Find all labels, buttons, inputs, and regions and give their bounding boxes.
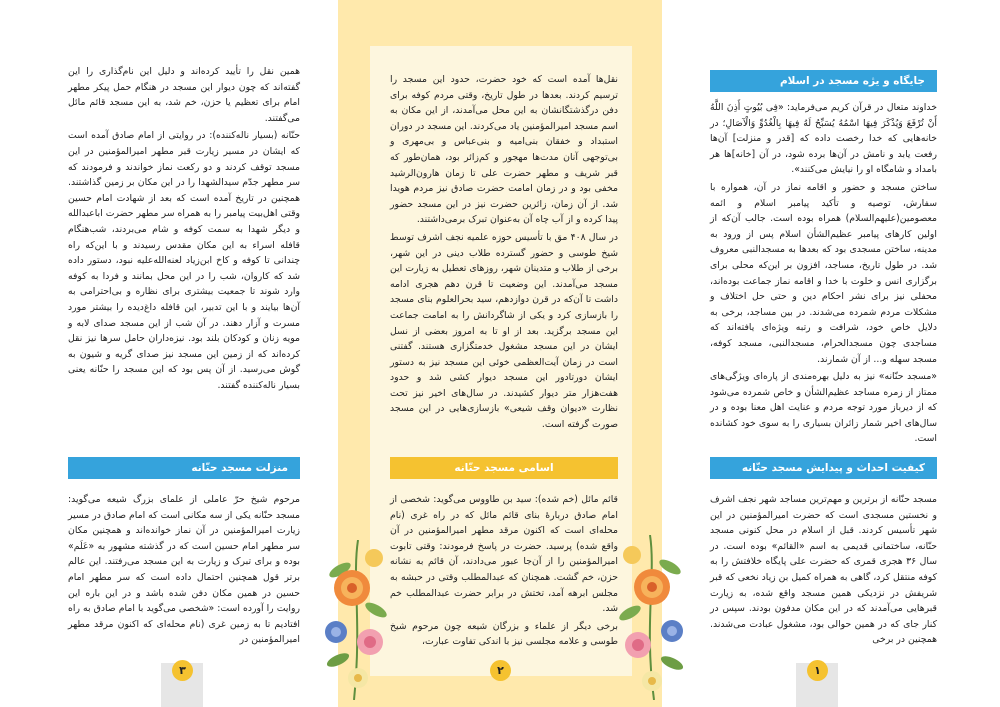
page-number: ۲ <box>490 660 511 681</box>
paragraph: ساختن مسجد و حضور و اقامه نماز در آن، همواره با سفارش، توصیه و تأکید پیامبر اسلام و ائمه معصومین(علیهم‌السلام) همراه بوده است. جالب آن‌که از اولین کارهای پیامبر عظیم‌الشأن اسلام پس از ورود به مدینه، ساختن مسجدی بود که بعدها به مسجدالنبی معروف شد. در طول تاریخ، مساجد، افزون بر این‌که محلی برای برگزاری انس و خلوت با خدا و اقامه نماز جماعت بوده‌اند، محفلی نیز برای نشر احکام دین و حتی حل اختلاف و مشکلات مردم شمرده می‌شدند. در بین مساجد، برخی به دلایل خاص خود، شرافت و رتبه ویژه‌ای یافته‌اند که مساجدی چون مسجدالحرام، مسجدالنبی، مسجد کوفه، مسجد سهله و... از آن شمارند. <box>710 181 937 365</box>
page1-text-block-2 <box>710 492 937 650</box>
paragraph: مسجد حنّانه از برترین و مهم‌ترین مساجد شهر نجف اشرف و نخستین مسجدی است که حضرت امیرالمؤمنین در این شهر تأسیس کردند. قبل از اسلام در محل کنونی مسجد حنّانه، ساختمانی قدیمی به اسم «القائم» بوده است. در سال ۳۶ هجری قمری که حضرت علی پایگاه خلافتش را به کوفه منتقل کرد، گاهی به همراه کمیل بن زیاد نخعی که قبر شریفش در نزدیکی همین مسجد واقع شده، به زیارت قبرهایی می‌آمدند که در این مکان مدفون بودند. سپس در کنار جای که در همین حوالی بود، مشغول عبادت می‌شدند. همچنین در برخی <box>710 494 937 646</box>
page3-text-block-2 <box>68 492 300 650</box>
paragraph: مرحوم شیخ حرّ عاملی از علمای بزرگ شیعه می‌گوید: مسجد حنّانه یکی از سه مکانی است که امام صادق در مسیر زیارت امیرالمؤمنین در آن نماز خوانده‌اند و همچنین مکان سر مطهر امام حسین است که در گذشته مشهور به «عَلَم» بوده و برای تبرک و زیارت به این مسجد می‌رفتند. این عالم برتر قول همچنین احتمال داده است که سر مطهر امام حسین در همین مکان دفن شده باشد و در این باره این روایت را آورده است: «شخصی می‌گوید با امام صادق به راه افتادیم تا به زمین غری (نام محله‌ای که اکنون مرقد مطهر امیرالمؤمنین در <box>68 494 300 646</box>
paragraph: نقل‌ها آمده است که خود حضرت، حدود این مسجد را ترسیم کردند. بعدها در طول تاریخ، وقتی مردم کوفه برای دفن درگذشتگانشان به این محل می‌آمدند، از این مکان به اسم مسجد امیرالمؤمنین یاد می‌کردند. این مسجد در دوران استبداد و خفقان بنی‌امیه و بنی‌عباس و بی‌مهری و بی‌توجهی آنان مدت‌ها مهجور و کم‌زائر بود، همان‌طور که قبر شریف و مطهر حضرت علی تا زمان هارون‌الرشید مخفی بود و در زمان امامت حضرت صادق نیز مردم هویدا شد. از آن زمان، زائرین حضرت نیز در این مسجد حضور پیدا کرده و از آب چاه آن به‌عنوان تبرک برمی‌داشتند. <box>390 74 618 226</box>
page2-text-block-2 <box>390 492 618 652</box>
page1-text-block-1 <box>710 100 937 449</box>
page-number: ۱ <box>807 660 828 681</box>
flower-decoration-right <box>612 535 690 700</box>
section-header-status: منزلت مسجد حنّانه <box>68 457 300 479</box>
paragraph: حنّانه (بسیار ناله‌کننده): در روایتی از امام صادق آمده است که ایشان در مسیر زیارت قبر مطهر امیرالمؤمنین در این مسجد توقف کردند و دو رکعت نماز خواندند و فرمودند که سر مطهر جدّم سیدالشهدا را در این مکان بر زمین گذاشتند. همچنین در تاریخ آمده است که بعد از شهادت امام حسین وقتی اهل‌بیت پیامبر را به همراه سر مطهر حضرت اباعبدالله و دیگر شهدا به سمت کوفه و شام می‌بردند، شب‌هنگام قافله اسراء به این مکان مقدس رسیدند و با این‌که راه چندانی تا کوفه و کاخ ابن‌زیاد لعنه‌الله‌علیه نبود، دستور داده شد که کاروان، شب را در این محل بمانند و فردا به کوفه وارد شوند تا جمعیت بیشتری برای نظاره و بی‌احترامی به آن‌ها بیایند و با این تدبیر، این قافله داغ‌دیده را بیشتر مورد مسرت و آزار دهند. در آن شب از این مسجد صدای لابه و مویه زنان و کودکان بلند بود. نیزه‌داران حامل سرها نیز نقل کرده‌اند که از زمین این مسجد نیز صدای گریه و شیون به گوش می‌رسید. از آن پس بود که این مسجد را حنّانه یعنی بسیار ناله‌کننده گفتند. <box>68 130 300 391</box>
paragraph: همین نقل را تأیید کرده‌اند و دلیل این نام‌گذاری را این گفته‌اند که چون دیوار این مسجد در هنگام حمل پیکر مطهر امام برای تعظیم یا حزن، خم شد، به این مسجد قائم مائل می‌گفتند. <box>68 66 300 124</box>
paragraph: در سال ۴۰۸ مق با تأسیس حوزه علمیه نجف اشرف توسط شیخ طوسی و حضور گسترده طلاب دینی در این شهر، برخی از طلاب و متدینان شهر، روزهای تعطیل به زیارت این مسجد می‌آمدند. این وضعیت تا قرن دهم هجری ادامه داشت تا آن‌که در قرن دوازدهم، سید بحرالعلوم بنای مسجد را بازسازی کرد و یکی از شاگردانش را به امامت جماعت این مسجد برگزید. بعد از او تا به امروز بعضی از نسل ایشان در این مسجد مشغول خدمتگزاری هستند. گفتنی است در زمان آیت‌العظمی خوئی این مسجد نیز به دستور ایشان دورتادور این مسجد دیوار کشی شد و حدود هفت‌هزار متر دیوار کشیدند. در سال‌های اخیر نیز تحت نظارت «دیوان وقف شیعی» بازسازی‌هایی در این مسجد صورت گرفته است. <box>390 231 618 431</box>
section-header-names: اسامی مسجد حنّانه <box>390 457 618 479</box>
page2-text-block-1 <box>390 72 618 435</box>
paragraph: قائم مائل (خم شده): سید بن طاووس می‌گوید: شخصی از امام صادق دربارهٔ بنای قائم مائل که در راه غری (نام محله‌ای است که اکنون مرقد مطهر امیرالمؤمنین در آن واقع شده) پرسید. حضرت در پاسخ فرمودند: وقتی تابوت امیرالمؤمنین را از آن‌جا عبور می‌دادند، آن قائم به نشانه حزن، خم گشت. همچنان که عبدالمطلب وقتی در حبشه به مجلس ابرهه آمد، تختش در برابر حضرت عبدالمطلب خم شد. <box>390 494 618 615</box>
flower-decoration-left <box>318 540 396 700</box>
page-one <box>667 0 1000 707</box>
paragraph: برخی دیگر از علماء و بزرگان شیعه چون مرحوم شیخ طوسی و علامه مجلسی نیز با اندکی تفاوت عبارت، <box>390 620 618 648</box>
paragraph: خداوند متعال در قرآن کریم می‌فرماید: «فِی بُیُوتٍ أَذِنَ اللَّهُ أَنْ تُرْفَعَ وَیُذْکَرَ فِیهَا اسْمُهُ یُسَبِّحُ لَهُ فِیهَا بِالْغُدُوِّ وَالْآصَالِ؛ در خانه‌هایی که خدا رخصت داده که [قدر و منزلت] آن‌ها رفعت یابد و نامش در آن‌ها برده شود، در آن [خانه]ها هر بامداد و شامگاه او را نیایش می‌کنند». <box>710 102 937 176</box>
section-header-origin: کیفیت احداث و پیدایش مسجد حنّانه <box>710 457 937 479</box>
section-header-position: جایگاه و یژه مسجد در اسلام <box>710 70 937 92</box>
page-number: ۳ <box>172 660 193 681</box>
page-three <box>0 0 333 707</box>
paragraph: «مسجد حنّانه» نیز به دلیل بهره‌مندی از پاره‌ای ویژگی‌های ممتاز از زمره مساجد عظیم‌الشأن و خاص شمرده می‌شود که از دیرباز مورد توجه مردم و عنایت اهل معنا بوده و در سال‌های اخیر شمار زائران بسیاری را به سوی خود کشانده است. <box>710 371 937 445</box>
page3-text-block-1 <box>68 64 300 395</box>
